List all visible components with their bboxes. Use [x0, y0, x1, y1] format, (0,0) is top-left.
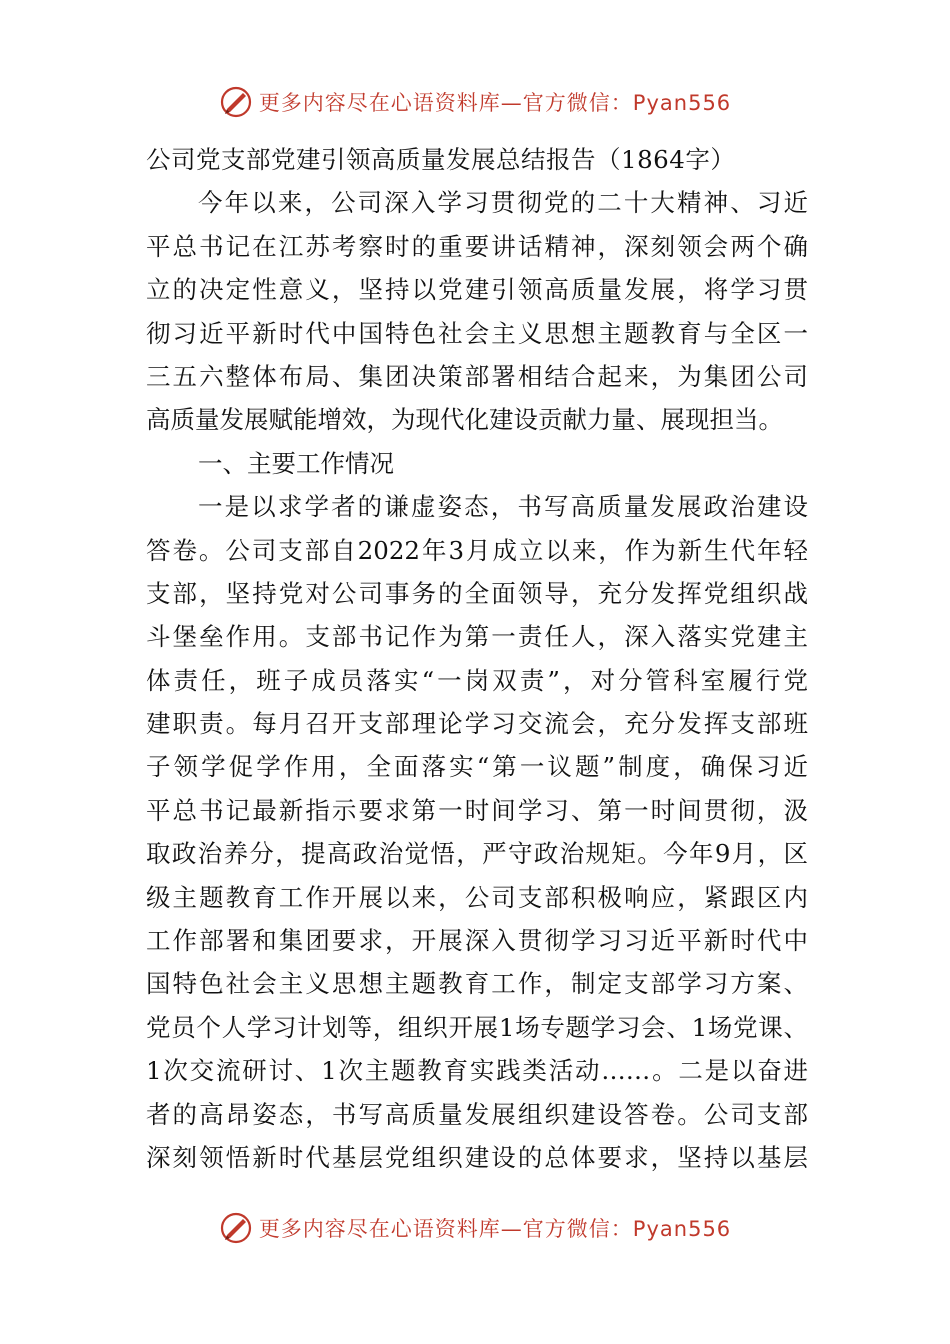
text-line: 工作部署和集团要求，开展深入贯彻学习习近平新时代中 — [146, 926, 808, 956]
text-line: 党员个人学习计划等，组织开展1场专题学习会、1场党课、 — [146, 1012, 808, 1042]
watermark-header — [0, 80, 950, 124]
text-line: 体责任，班子成员落实“一岗双责”，对分管科室履行党 — [146, 665, 808, 695]
text-line: 者的高昂姿态，书写高质量发展组织建设答卷。公司支部 — [146, 1099, 808, 1129]
paragraph-lines — [146, 181, 808, 1179]
text-line: 1次交流研讨、1次主题教育实践类活动……。二是以奋进 — [146, 1056, 808, 1086]
text-line: 支部，坚持党对公司事务的全面领导，充分发挥党组织战 — [146, 578, 808, 608]
text-line: 今年以来，公司深入学习贯彻党的二十大精神、习近 — [198, 188, 808, 218]
text-line: 一、主要工作情况 — [198, 448, 394, 478]
watermark-footer — [0, 1206, 950, 1250]
watermark-text: 更多内容尽在心语资料库—官方微信：Pyan556 — [258, 91, 732, 115]
text-line: 子领学促学作用，全面落实“第一议题”制度，确保习近 — [146, 752, 808, 782]
text-line: 平总书记在江苏考察时的重要讲话精神，深刻领会两个确 — [146, 231, 808, 261]
pen-logo-icon — [219, 1211, 253, 1245]
text-line: 立的决定性意义，坚持以党建引领高质量发展，将学习贯 — [146, 275, 808, 305]
watermark-text: 更多内容尽在心语资料库—官方微信：Pyan556 — [258, 1217, 732, 1241]
text-line: 取政治养分，提高政治觉悟，严守政治规矩。今年9月，区 — [146, 839, 808, 869]
text-line: 斗堡垒作用。支部书记作为第一责任人，深入落实党建主 — [146, 622, 808, 652]
text-line: 深刻领悟新时代基层党组织建设的总体要求，坚持以基层 — [146, 1142, 808, 1172]
text-line: 答卷。公司支部自2022年3月成立以来，作为新生代年轻 — [146, 535, 808, 565]
text-line: 平总书记最新指示要求第一时间学习、第一时间贯彻，汲 — [146, 795, 808, 825]
text-line: 级主题教育工作开展以来，公司支部积极响应，紧跟区内 — [146, 882, 808, 912]
text-line: 建职责。每月召开支部理论学习交流会，充分发挥支部班 — [146, 709, 808, 739]
text-line: 国特色社会主义思想主题教育工作，制定支部学习方案、 — [146, 969, 808, 999]
document-title: 公司党支部党建引领高质量发展总结报告（1864字） — [146, 145, 736, 174]
text-line: 一是以求学者的谦虚姿态，书写高质量发展政治建设 — [198, 492, 808, 522]
text-line: 彻习近平新时代中国特色社会主义思想主题教育与全区一 — [146, 318, 808, 348]
pen-logo-icon — [219, 85, 253, 119]
text-line: 三五六整体布局、集团决策部署相结合起来，为集团公司 — [146, 361, 808, 391]
document-body — [146, 138, 808, 1179]
text-line: 高质量发展赋能增效，为现代化建设贡献力量、展现担当。 — [146, 405, 783, 435]
